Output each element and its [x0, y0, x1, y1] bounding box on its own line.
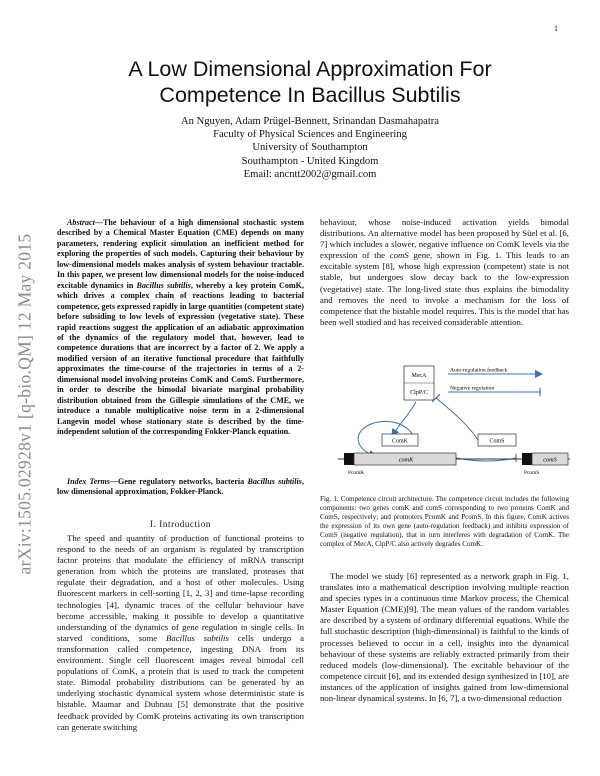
pcomk-label: PcomK — [348, 470, 365, 476]
circuit-diagram — [318, 364, 574, 486]
university: University of Southampton — [252, 142, 368, 154]
pcoms-promoter-block — [522, 453, 532, 465]
intro-paragraph-cont: cells undergo a transformation called competence, ingesting DNA from its environment. Single cell fluorescent images reveal bimodal cell populations of ComK, a protein that is used to track the competent state. Bimodal probability distributions can be generated by an underlying stochastic dynamical system whose deterministic state is bistable. Maamar and Dubnau [5] demonstrate that the positive feedback provided by ComK proteins activating its own transcription can generate switching — [57, 632, 304, 732]
meca-label: MecA — [411, 373, 427, 379]
location: Southampton - United Kingdom — [241, 155, 379, 167]
pcoms-label: PcomS — [524, 470, 540, 476]
meca-degradation-arrow — [392, 402, 416, 436]
competence-circuit-figure — [318, 364, 574, 486]
title-line-1: A Low Dimensional Approximation For — [128, 57, 492, 81]
section-heading: I. Introduction — [150, 519, 211, 529]
author-block — [60, 115, 560, 181]
right-column-bottom — [320, 571, 569, 704]
right-column-top — [320, 217, 569, 328]
figure-caption: Fig. 1. Competence circuit architecture. The competence circuit includes the following components: two genes comK and comS corresponding to two proteins ComK and ComS, respectively; and promoters PcomK and PcomS. In this figure, ComK actives the expression of its own gene (auto-regulation feedback) and inhibits expression of ComS (negative regulation), that in turn interferes with degradation of ComK. The complex of MecA, ClpP/C also actively degrades ComK. — [320, 495, 569, 549]
right-paragraph-2: The model we study [6] represented as a network graph in Fig. 1, translates into a mathematical description involving multiple reaction and species types in a continuous time Markov process, the Chemical Master Equation (CME)[9]. The mean values of the random variables are described by a system of ordinary differential equations. While the full stochastic description (high-dimensional) is faithful to the kinds of processes believed to occur in a cell, insights into the dynamical behaviour of these systems are reliably extracted primarily from their reduced models (low-dimensional). The excitable behaviour of the competence circuit [6], and its extended design synthesized in [10], are instances of the application of insights gained from low-dimensional non-linear dynamical systems. In [6, 7], a two-dimensional reduction — [320, 571, 569, 704]
index-terms-species: Bacillus subtilis — [247, 477, 302, 486]
comk-gene-label: comK — [398, 456, 414, 464]
affiliation: Faculty of Physical Sciences and Engineering — [213, 129, 407, 141]
arxiv-stamp — [14, 186, 36, 622]
coms-protein-label: ComS — [489, 438, 505, 445]
legend-auto-label: Auto-regulation feedback — [450, 367, 508, 374]
index-terms-text-cont: , low dimensional approximation, Fokker-Planck. — [57, 477, 304, 497]
intro-species: Bacillus subtilis — [166, 632, 229, 643]
clpp-label: ClpP/C — [410, 390, 428, 396]
right-paragraph-1-cont: gene, shown in Fig. 1. This leads to an excitable system [8], whose high expression (competent) state is not stable, but undergoes slow decay back to the low-expression (vegetative) state. The long-lived state thus explains the bimodality and removes the need to invoke a mechanism for the loss of competence that the bistable model requires. This is the model that has been well studied and has received considerable attention. — [320, 250, 569, 327]
abstract — [57, 218, 304, 438]
abstract-text: —The behaviour of a high dimensional stochastic system described by a Chemical Master Equation (CME) depends on many parameters, rendering explicit simulation an inefficient method for exploring the properties of such models. Capturing their behaviour by low-dimensional models makes analysis of system behaviour tractable. In this paper, we present low dimensional models for the noise-induced excitable dynamics in — [57, 218, 304, 290]
comk-protein-label: ComK — [391, 438, 409, 445]
page-number: 1 — [554, 24, 558, 33]
pcomk-promoter-block — [344, 453, 354, 465]
abstract-label: Abstract — [67, 218, 95, 227]
coms-interference-line — [436, 398, 478, 440]
title-line-2: Competence In Bacillus Subtilis — [159, 83, 461, 107]
abstract-text-cont: , whereby a key protein ComK, which drives a complex chain of reactions leading to bacterial competence, gets expressed rapidly in large quantities (competent state) before subsiding to low levels of expression (vegetative state). These rapid reactions suggest the application of an adiabatic approximation of the dynamics of the regulatory model that, however, lead to competence durations that are incorrect by a factor of 2. We apply a modified version of an iterative functional procedure that faithfully approximates the time-course of the trajectories in terms of a 2-dimensional model involving proteins ComK and ComS. Furthermore, in order to describe the bimodal bivariate marginal probability distribution obtained from the Gillespie simulations of the CME, we introduce a tunable multiplicative noise term in a 2-dimensional Langevin model whose stationary state is described by the time-independent solution of the corresponding Fokker-Planck equation. — [57, 280, 304, 437]
legend-neg-label: Negative regulation — [450, 385, 495, 392]
author-names: An Nguyen, Adam Prügel-Bennett, Srinandan Dasmahapatra — [180, 116, 439, 127]
abstract-species: Bacillus subtilis — [136, 280, 191, 290]
arxiv-stamp-text: arXiv:1505.02928v1 [q-bio.QM] 12 May 2015 — [14, 233, 35, 575]
index-terms-label: Index Terms — [67, 477, 110, 486]
intro-paragraph: The speed and quantity of production of functional proteins to respond to the needs of an organism is regulated by transcription factor proteins that modulate the efficiency of mRNA transcript generation from which the proteins are translated, proteases that regulate their degradation, and a host of other molecules. Using fluorescent markers in cell-sorting [1, 2, 3] and time-lapse recording technologies [4], dynamic traces of the cellular behaviour have become accessible, making it possible to develop a quantitative understanding of the dynamics of gene regulation in single cells. In starved conditions, some — [57, 533, 304, 643]
right-gene-name: comS — [389, 250, 409, 261]
index-terms — [57, 477, 304, 498]
coms-gene-label: comS — [543, 456, 557, 464]
index-terms-text: —Gene regulatory networks, bacteria — [109, 477, 248, 486]
email: Email: ancntt2002@gmail.com — [243, 168, 377, 180]
right-paragraph-1: behaviour, whose noise-induced activation yields bimodal distributions. An alternative model has been proposed by Süel et al. [6, 7] which includes a slower, negative influence on ComK levels via the expression of the — [320, 217, 569, 261]
paper-title — [60, 56, 560, 108]
introduction-body — [57, 533, 304, 733]
